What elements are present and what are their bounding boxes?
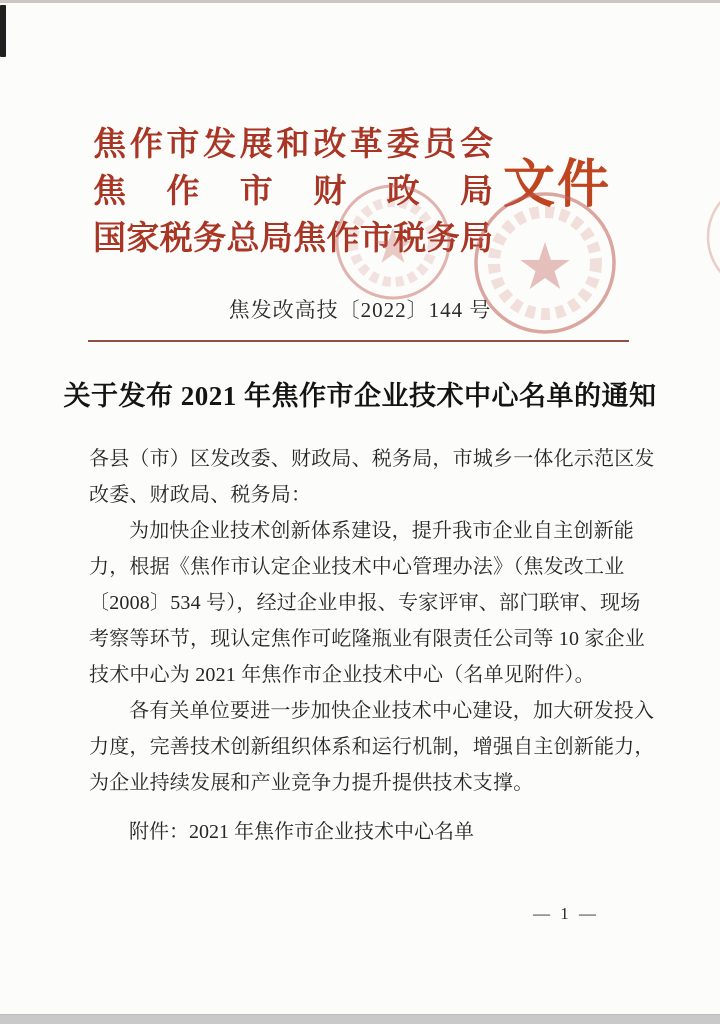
body-line: 为企业持续发展和产业竞争力提升提供技术支撑。 — [89, 772, 534, 794]
org-name-line-2: 焦作市财政局 — [93, 174, 493, 210]
document-title: 关于发布 2021 年焦作市企业技术中心名单的通知 — [63, 381, 657, 411]
body-line: 〔2008〕534 号），经过企业申报、专家评审、部门联审、现场 — [89, 592, 641, 614]
page-number: — 1 — — [533, 904, 599, 923]
org-name-line-3: 国家税务总局焦作市税务局 — [93, 221, 493, 257]
scan-left-edge-mark — [0, 5, 6, 57]
body-line: 为加快企业技术创新体系建设，提升我市企业自主创新能 — [129, 520, 634, 542]
document-body — [89, 441, 655, 801]
scan-top-edge — [0, 0, 720, 3]
document-number: 焦发改高技〔2022〕144 号 — [228, 298, 492, 322]
body-line: 力度，完善技术创新组织体系和运行机制，增强自主创新能力， — [89, 736, 655, 758]
seal-star-icon — [520, 242, 569, 289]
official-seal-edge-partial — [708, 182, 720, 292]
body-line: 各有关单位要进一步加快企业技术中心建设，加大研发投入 — [129, 700, 655, 722]
org-name-line-1: 焦作市发展和改革委员会 — [93, 127, 493, 163]
body-line: 力，根据《焦作市认定企业技术中心管理办法》（焦发改工业 — [89, 556, 625, 578]
body-line: 改委、财政局、税务局： — [89, 484, 312, 506]
body-line: 各县（市）区发改委、财政局、税务局，市城乡一体化示范区发 — [89, 448, 655, 470]
attachment-line: 附件：2021 年焦作市企业技术中心名单 — [129, 821, 474, 843]
body-line: 技术中心为 2021 年焦作市企业技术中心（名单见附件）。 — [89, 664, 595, 686]
doc-type-label: 文件 — [503, 157, 612, 214]
scan-bottom-edge — [0, 1014, 720, 1024]
red-separator-line — [88, 340, 629, 342]
letterhead-org-names — [93, 122, 493, 263]
body-line: 考察等环节，现认定焦作可屹隆瓶业有限责任公司等 10 家企业 — [89, 628, 645, 650]
